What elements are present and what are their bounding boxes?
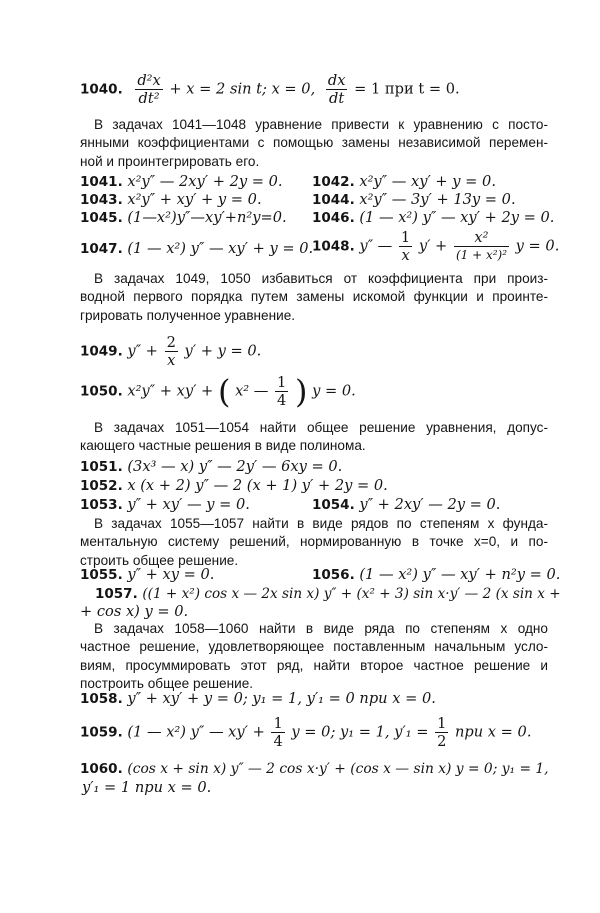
equation-text: y″ + 2xy′ — 2y = 0.: [359, 496, 501, 513]
equation-text: (1 — x²) y″ — xy′ + 2y = 0.: [359, 209, 555, 226]
right-paren: ): [294, 372, 308, 411]
paragraph-line: В задачах 1051—1054 найти общее решение уравнения, допус-: [94, 420, 548, 435]
problem-number: 1040.: [80, 81, 123, 98]
equation-text: (cos x + sin x) y″ — 2 cos x·y′ + (cos x — sin x) y = 0; y₁ = 1,: [127, 761, 549, 777]
problem-1059: 1059. (1 — x²) y″ — xy′ + $\frac{1}{4}$ y = 0; y₁ = 1, y′₁ = $\frac{1}{2}$ при x = 0.: [80, 715, 532, 750]
instruction-paragraph: [80, 515, 548, 570]
problem-1060-continued: [82, 779, 211, 797]
paragraph-line: В задачах 1058—1060 найти в виде ряда по степеням x одно: [94, 621, 548, 636]
equation-text: + x = 2 sin t; x = 0,: [169, 80, 316, 98]
problem-1047: 1047. (1 — x²) y″ — xy′ + y = 0.: [80, 240, 314, 257]
problem-1041: 1041. x²y″ — 2xy′ + 2y = 0.: [80, 173, 283, 190]
paragraph-line: водной первого порядка путем замены искомой функции и проинте-: [80, 289, 548, 305]
paragraph-line: грировать полученное уравнение.: [80, 307, 296, 323]
paragraph-line: строить общее решение.: [80, 552, 239, 568]
paragraph-line: частное решение, удовлетворяющее поставленным начальным усло-: [80, 639, 548, 655]
problem-1055: 1055. y″ + xy = 0.: [80, 566, 215, 583]
fraction: $\frac{1}{4}$: [273, 715, 283, 750]
problem-1043: 1043. x²y″ + xy′ + y = 0.: [80, 191, 262, 208]
equation-text: x²y″ — 2xy′ + 2y = 0.: [127, 173, 283, 190]
problem-1050: 1050. x²y″ + xy′ + ( x² — $\frac{1}{4}$ ) y = 0.: [80, 372, 356, 411]
problem-1042: 1042. x²y″ — xy′ + y = 0.: [312, 173, 496, 190]
problem-1051: 1051. (3x³ — x) y″ — 2y′ — 6xy = 0.: [80, 458, 343, 475]
equation-text: (1 — x²) y″ — xy′ + y = 0.: [127, 240, 314, 257]
equation-text: (1—x²)y″—xy′+n²y=0.: [127, 209, 287, 226]
equation-text: ((1 + x²) cos x — 2x sin x) y″ + (x² + 3) sin x·y′ — 2 (x sin x +: [142, 586, 561, 602]
fraction: $\frac{1}{4}$: [277, 374, 287, 409]
problem-1049: 1049. y″ + $\frac{2}{x}$ y′ + y = 0.: [80, 334, 262, 369]
paragraph-line: ной и проинтегрировать его.: [80, 153, 260, 169]
problem-1044: 1044. x²y″ — 3y′ + 13y = 0.: [312, 191, 516, 208]
equation-text: (3x³ — x) y″ — 2y′ — 6xy = 0.: [127, 458, 343, 475]
problem-1040: [80, 72, 460, 107]
problem-1045: 1045. (1—x²)y″—xy′+n²y=0.: [80, 209, 287, 226]
equation-text: y′₁ = 1 при x = 0.: [82, 779, 212, 796]
instruction-paragraph: [80, 116, 548, 171]
equation-text: + cos x) y = 0.: [80, 603, 189, 620]
problem-1046: 1046. (1 — x²) y″ — xy′ + 2y = 0.: [312, 209, 555, 226]
equation-text: x²y″ — 3y′ + 13y = 0.: [359, 191, 516, 208]
fraction: $\frac{2}{x}$: [166, 334, 176, 369]
paragraph-line: построить общее решение.: [80, 676, 254, 692]
problem-1052: 1052. x (x + 2) y″ — 2 (x + 1) y′ + 2y = 0.: [80, 477, 388, 494]
paragraph-line: кающего частные решения в виде полинома.: [80, 438, 366, 454]
equation-text: (1 — x²) y″ — xy′ + n²y = 0.: [359, 566, 561, 583]
problem-1048: 1048. y″ — $\frac{1}{x}$ y′ + $\frac{\text{x²}}{\text{(1 + x²)²}}$ y = 0.: [312, 229, 560, 264]
instruction-paragraph: [80, 419, 548, 456]
paragraph-line: В задачах 1055—1057 найти в виде рядов по степеням x фунда-: [94, 516, 548, 531]
fraction: $\frac{\text{d²x}}{\text{dt²}}$: [137, 72, 161, 107]
fraction: $\frac{1}{x}$: [400, 229, 411, 264]
paragraph-line: виям, просуммировать этот ряд, найти второе частное решение и: [80, 657, 548, 673]
paragraph-line: ментальную систему решений, нормированную в точке x=0, и по-: [80, 534, 548, 550]
equation-text: x²y″ + xy′ + y = 0.: [127, 191, 262, 208]
problem-1058: 1058. y″ + xy′ + y = 0; y₁ = 1, y′₁ = 0 при x = 0.: [80, 690, 436, 707]
left-paren: (: [217, 372, 231, 411]
fraction: $\frac{1}{2}$: [437, 715, 447, 750]
paragraph-line: В задачах 1049, 1050 избавиться от коэффициента при произ-: [94, 271, 548, 286]
problem-1060: 1060. (cos x + sin x) y″ — 2 cos x·y′ + (cos x — sin x) y = 0; y₁ = 1,: [80, 761, 549, 777]
equation-text: y″ + xy′ + y = 0; y₁ = 1, y′₁ = 0 при x = 0.: [127, 690, 436, 707]
equation-text: = 1 при t = 0.: [354, 80, 460, 98]
instruction-paragraph: [80, 620, 548, 694]
fraction: $\frac{dx}{dt}$: [327, 72, 346, 107]
instruction-paragraph: [80, 270, 548, 325]
problem-1054: 1054. y″ + 2xy′ — 2y = 0.: [312, 496, 501, 513]
fraction: $\frac{\text{x²}}{\text{(1 + x²)²}}$: [455, 229, 508, 262]
problem-1057: 1057. ((1 + x²) cos x — 2x sin x) y″ + (x² + 3) sin x·y′ — 2 (x sin x +: [95, 586, 561, 602]
equation-text: x (x + 2) y″ — 2 (x + 1) y′ + 2y = 0.: [127, 477, 388, 494]
equation-text: x²y″ — xy′ + y = 0.: [359, 173, 496, 190]
problem-1056: 1056. (1 — x²) y″ — xy′ + n²y = 0.: [312, 566, 561, 583]
equation-text: y″ + xy = 0.: [127, 566, 215, 583]
equation-text: y″ + xy′ — y = 0.: [127, 496, 250, 513]
paragraph-line: янными коэффициентами с помощью замены независимой перемен-: [80, 135, 548, 151]
paragraph-line: В задачах 1041—1048 уравнение привести к уравнению с посто-: [94, 117, 548, 132]
problem-1057-continued: [80, 603, 188, 621]
problem-1053: 1053. y″ + xy′ — y = 0.: [80, 496, 250, 513]
